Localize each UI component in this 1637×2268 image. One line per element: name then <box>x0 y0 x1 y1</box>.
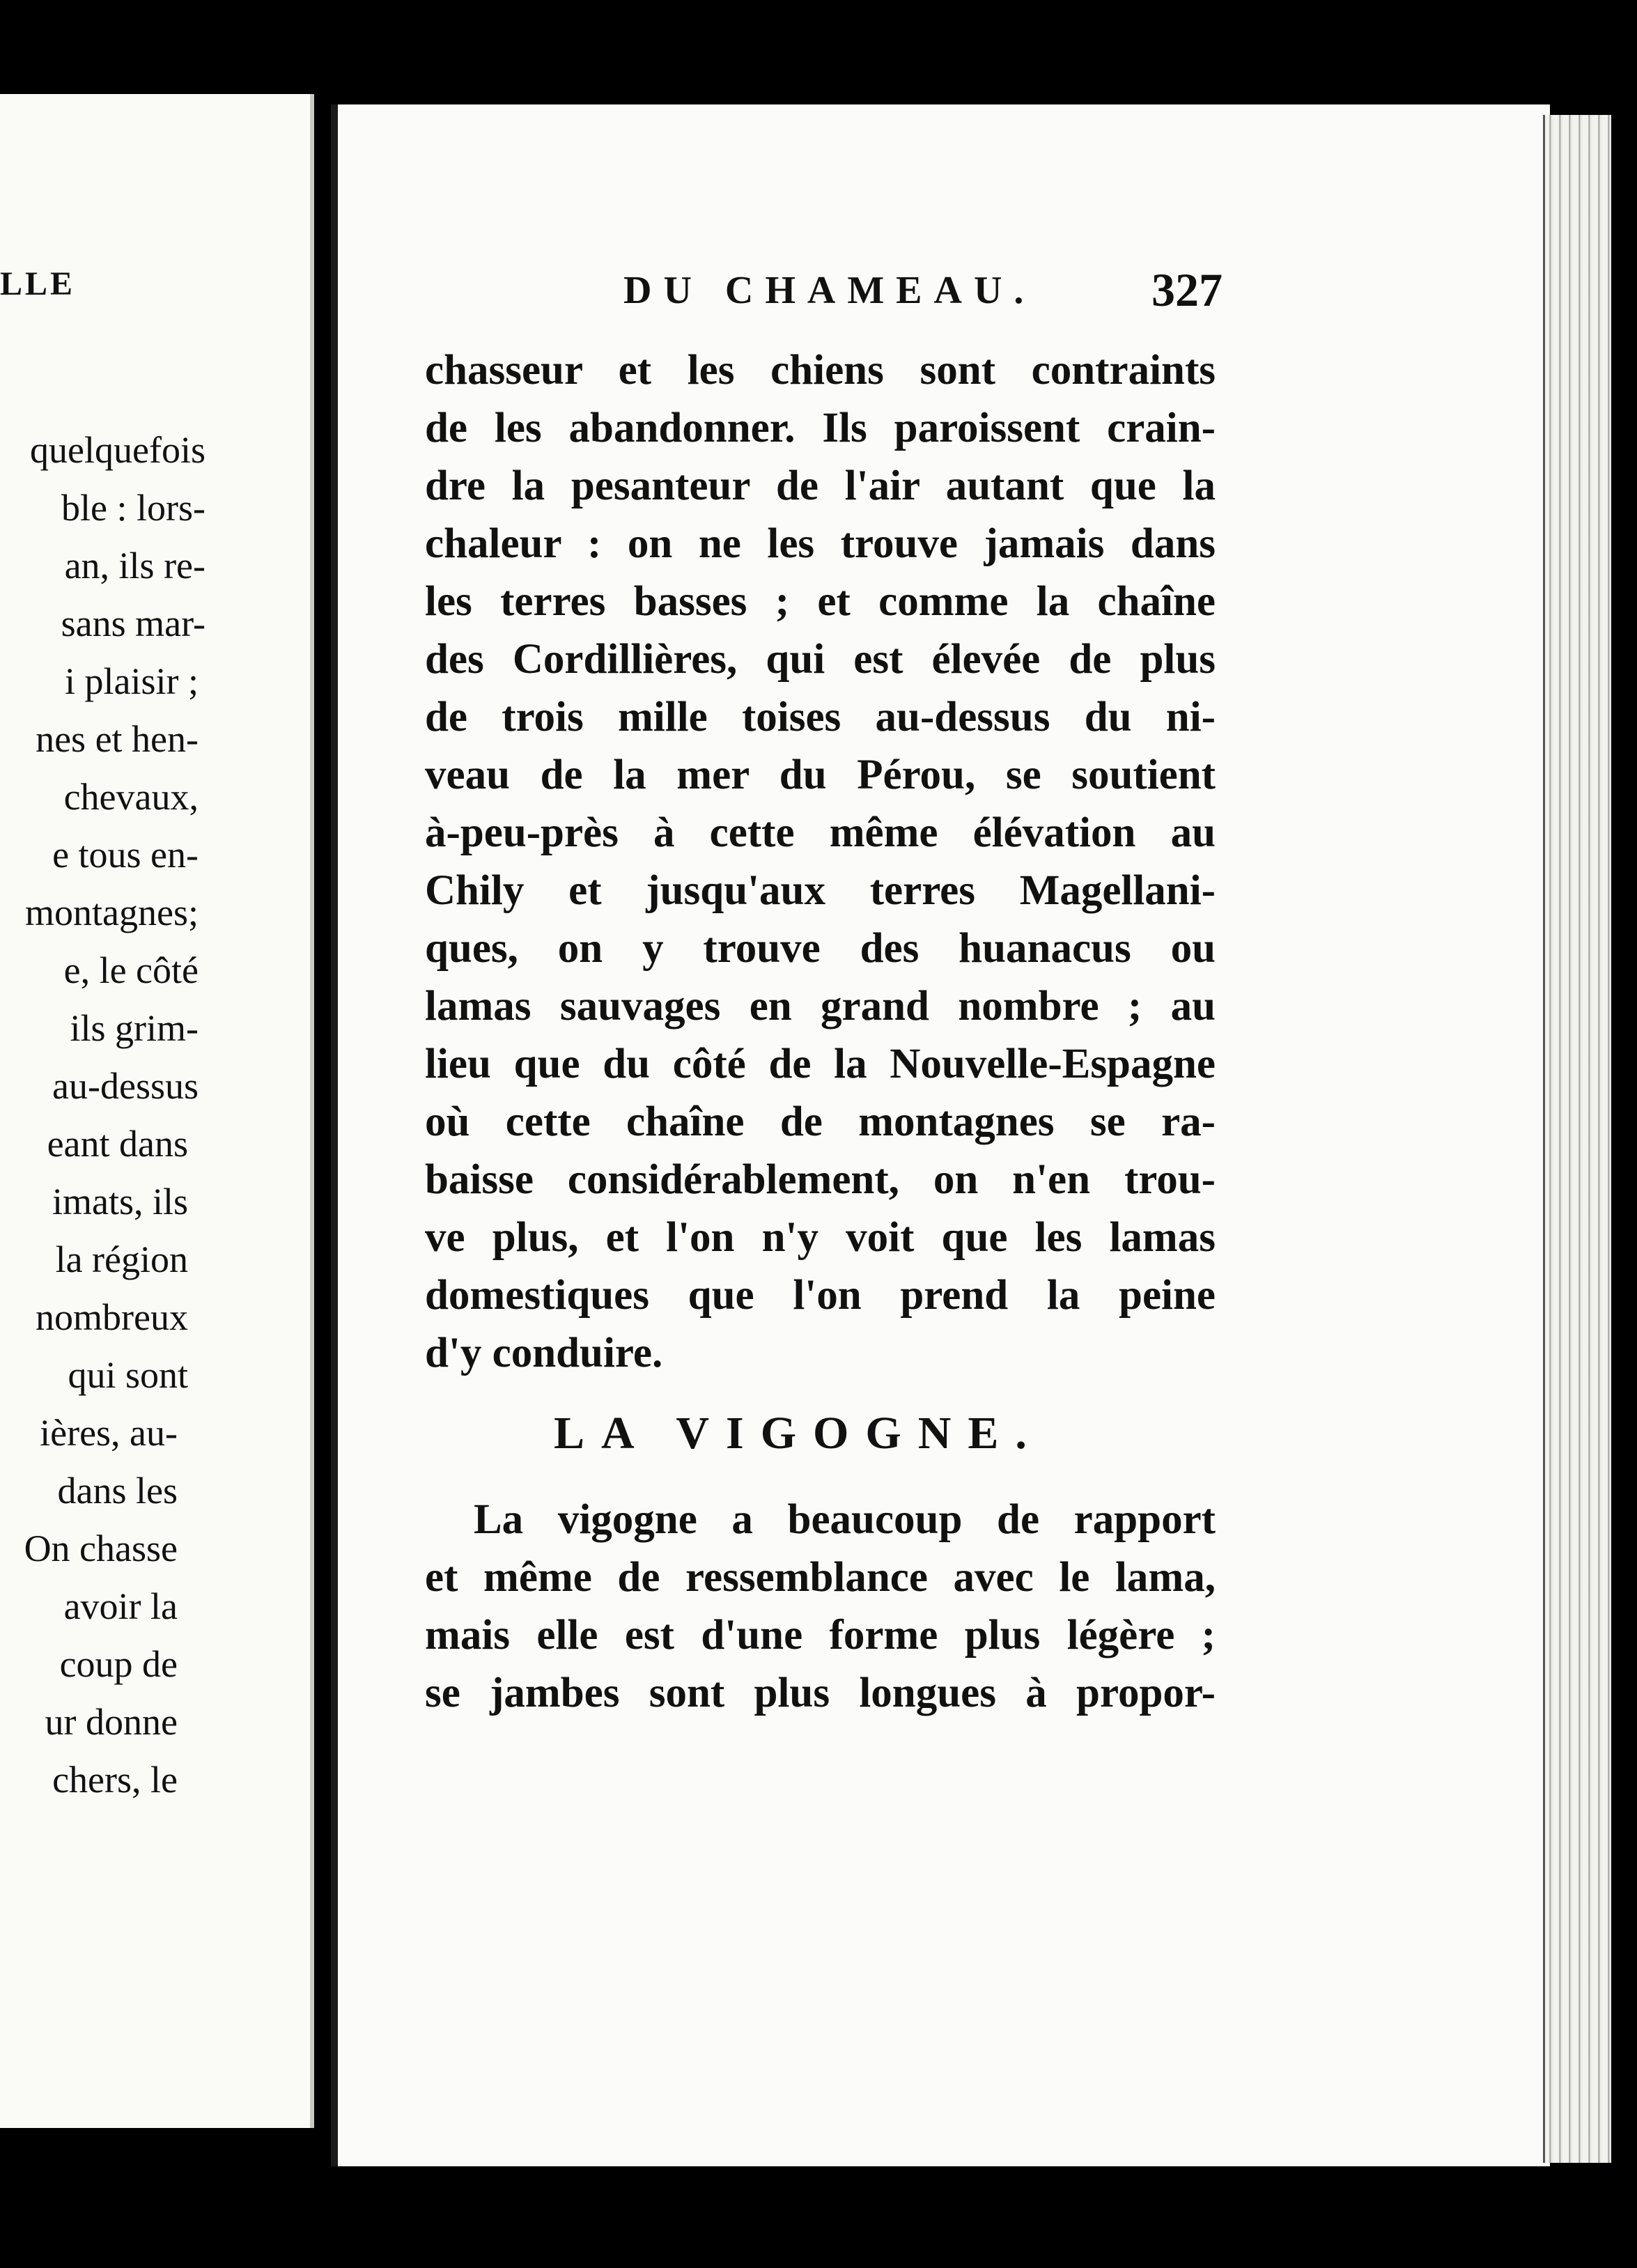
left-text-line: qui sont <box>68 1354 188 1396</box>
paragraph-1 <box>425 341 1216 1382</box>
left-text-line: ble : lors- <box>61 487 205 529</box>
left-text-line: eant dans <box>47 1123 188 1165</box>
text-line: Chily et jusqu'aux terres Magellani- <box>425 867 1216 914</box>
left-text-line: nombreux <box>36 1296 188 1338</box>
text-line: baisse considérablement, on n'en trou- <box>425 1156 1216 1203</box>
text-line: se jambes sont plus longues à propor- <box>425 1670 1216 1716</box>
text-line: ques, on y trouve des huanacus ou <box>425 925 1216 972</box>
text-line: chaleur : on ne les trouve jamais dans <box>425 520 1216 567</box>
left-text-line: quelquefois <box>30 429 205 471</box>
text-line: à-peu-près à cette même élévation au <box>425 809 1216 856</box>
left-text-line: la région <box>55 1238 188 1280</box>
paragraph-2 <box>425 1491 1216 1722</box>
section-title: LA VIGOGNE. <box>554 1408 1044 1459</box>
text-line: domestiques que l'on prend la peine <box>425 1272 1216 1319</box>
left-page-text <box>24 421 205 1809</box>
left-text-line: an, ils re- <box>64 545 205 587</box>
text-line: dre la pesanteur de l'air autant que la <box>425 463 1216 509</box>
text-line: les terres basses ; et comme la chaîne <box>425 578 1216 625</box>
left-text-line: au-dessus <box>52 1065 199 1107</box>
left-text-line: i plaisir ; <box>65 660 199 702</box>
left-text-line: e tous en- <box>52 834 199 876</box>
left-text-line: ières, au- <box>40 1412 178 1454</box>
left-page-fragment <box>0 94 314 2128</box>
left-text-line: nes et hen- <box>36 718 199 760</box>
left-text-line: avoir la <box>63 1585 178 1627</box>
left-text-line: sans mar- <box>61 603 205 644</box>
text-line: lamas sauvages en grand nombre ; au <box>425 983 1216 1030</box>
text-line: d'y conduire. <box>425 1330 663 1376</box>
left-text-line: ils grim- <box>70 1007 199 1049</box>
text-line: mais elle est d'une forme plus légère ; <box>425 1612 1216 1659</box>
text-line: de les abandonner. Ils paroissent crain- <box>425 405 1216 451</box>
text-line: ve plus, et l'on n'y voit que les lamas <box>425 1214 1216 1261</box>
left-text-line: e, le côté <box>63 949 199 991</box>
text-line: et même de ressemblance avec le lama, <box>425 1554 1216 1601</box>
running-title: DU CHAMEAU. <box>623 269 1036 312</box>
page-edge-stack <box>1543 115 1611 2163</box>
left-running-head: LLE <box>0 265 76 302</box>
text-line: chasseur et les chiens sont contraints <box>425 347 1216 394</box>
text-line: veau de la mer du Pérou, se soutient <box>425 752 1216 798</box>
left-text-line: chevaux, <box>63 776 199 818</box>
left-text-line: coup de <box>59 1643 178 1685</box>
text-line: de trois mille toises au-dessus du ni- <box>425 694 1216 740</box>
left-text-line: dans les <box>57 1470 178 1512</box>
text-line: des Cordillières, qui est élevée de plus <box>425 636 1216 683</box>
text-line: lieu que du côté de la Nouvelle-Espagne <box>425 1041 1216 1087</box>
text-line: La vigogne a beaucoup de rapport <box>474 1496 1216 1543</box>
left-text-line: On chasse <box>24 1528 178 1569</box>
left-text-line: montagnes; <box>25 892 199 933</box>
left-text-line: chers, le <box>52 1759 178 1801</box>
text-line: où cette chaîne de montagnes se ra- <box>425 1098 1216 1145</box>
page-number: 327 <box>1151 263 1223 316</box>
left-text-line: imats, ils <box>52 1181 188 1222</box>
running-head <box>418 263 1223 331</box>
left-text-line: ur donne <box>45 1701 178 1743</box>
